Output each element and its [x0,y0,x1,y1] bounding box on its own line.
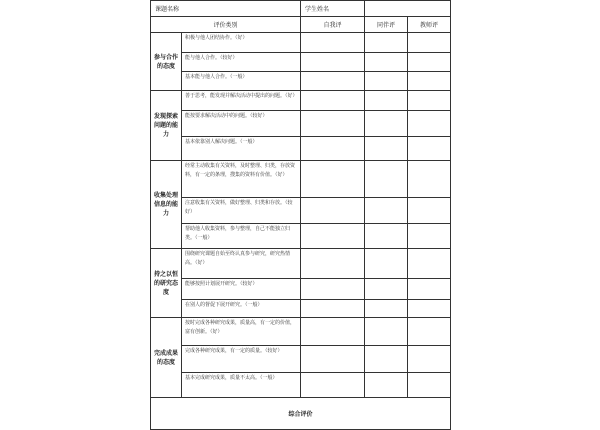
student-name-label: 学生姓名 [305,6,330,13]
teacher-eval-cell[interactable] [408,137,451,161]
teacher-eval-cell[interactable] [408,279,451,300]
self-eval-cell[interactable] [301,318,365,346]
criterion-text: 完成各种研究成果，有一定的质量。（较好） [182,346,301,373]
criterion-text: 善于思考，能发现并解决活动中提出的问题。（好） [182,91,301,111]
category-name-cell [151,161,182,249]
peer-eval-cell[interactable] [365,137,408,161]
teacher-eval-cell[interactable] [408,53,451,72]
category-column-header: 评价类别 [151,17,301,33]
self-eval-cell[interactable] [301,198,365,224]
criterion-row [151,346,451,373]
peer-eval-cell[interactable] [365,224,408,249]
student-name-cell [301,1,365,17]
teacher-eval-cell[interactable] [408,318,451,346]
self-eval-cell[interactable] [301,300,365,318]
criterion-text: 能按要求解决活动中的问题。（较好） [182,111,301,137]
criterion-row [151,318,451,346]
peer-eval-cell[interactable] [365,53,408,72]
category-name-cell [151,318,182,398]
criterion-text: 基本完成研究成果，质量不太高。（一般） [182,373,301,398]
peer-eval-cell[interactable] [365,346,408,373]
criterion-row [151,137,451,161]
criterion-row [151,161,451,198]
teacher-eval-cell[interactable] [408,373,451,398]
peer-eval-cell[interactable] [365,318,408,346]
criterion-text: 帮助他人收集资料，参与整理，自己不能独立归类。（一般） [182,224,301,249]
criterion-text: 能够按照计划展开研究。（较好） [182,279,301,300]
category-name: 完成成果的态度 [153,349,178,366]
criterion-row [151,249,451,279]
summary-row [151,398,451,430]
header-row [151,1,451,17]
peer-eval-cell[interactable] [365,300,408,318]
criterion-row [151,91,451,111]
criterion-text: 基本依靠别人解决问题。（一般） [182,137,301,161]
category-name-cell [151,91,182,161]
criterion-text: 围绕研究课题自始至终认真参与研究，研究热情高。（好） [182,249,301,279]
teacher-eval-cell[interactable] [408,33,451,53]
teacher-eval-cell[interactable] [408,249,451,279]
self-eval-cell[interactable] [301,224,365,249]
category-name: 收集处理信息的能力 [153,192,178,217]
teacher-eval-cell[interactable] [408,224,451,249]
peer-eval-cell[interactable] [365,111,408,137]
teacher-eval-cell[interactable] [408,346,451,373]
self-eval-cell[interactable] [301,137,365,161]
teacher-eval-cell[interactable] [408,91,451,111]
self-eval-cell[interactable] [301,111,365,137]
peer-eval-cell[interactable] [365,373,408,398]
teacher-eval-cell[interactable] [408,111,451,137]
criterion-row [151,53,451,72]
evaluation-table [150,0,451,430]
criterion-row [151,279,451,300]
criterion-row [151,300,451,318]
topic-name-cell [151,1,301,17]
self-eval-cell[interactable] [301,249,365,279]
category-name: 持之以恒的研究态度 [153,270,178,296]
category-name-cell [151,33,182,91]
self-eval-cell[interactable] [301,33,365,53]
criterion-text: 积极与他人团结协作。（好） [182,33,301,53]
criterion-text: 在别人的督促下展开研究。（一般） [182,300,301,318]
category-name-cell [151,249,182,318]
criterion-text: 注意收集有关资料，做好整理、归类和存放。（较好） [182,198,301,224]
category-name: 参与合作的态度 [153,53,178,70]
criterion-row [151,224,451,249]
student-name-value-cell[interactable] [365,1,451,17]
self-eval-cell[interactable] [301,161,365,198]
column-header-row [151,17,451,33]
peer-eval-cell[interactable] [365,249,408,279]
criterion-text: 按时完成各种研究成果，质量高，有一定的价值，富有创新。（好） [182,318,301,346]
self-eval-cell[interactable] [301,279,365,300]
peer-eval-cell[interactable] [365,198,408,224]
criterion-text: 经常主动收集有关资料，及时整理、归类，存放资料，有一定的条理，搜集的资料有价值。（好） [182,161,301,198]
teacher-eval-cell[interactable] [408,72,451,91]
teacher-eval-cell[interactable] [408,300,451,318]
self-eval-cell[interactable] [301,373,365,398]
criterion-row [151,72,451,91]
evaluation-sheet [150,0,450,418]
topic-name-label: 课题名称 [155,6,180,13]
criterion-row [151,33,451,53]
category-name: 发现探索问题的能力 [153,113,178,138]
criterion-text: 基本能与他人合作。（一般） [182,72,301,91]
peer-eval-cell[interactable] [365,72,408,91]
overall-evaluation-label: 综合评价 [151,398,451,430]
peer-eval-cell[interactable] [365,91,408,111]
self-eval-cell[interactable] [301,91,365,111]
criterion-text: 能与他人合作。（较好） [182,53,301,72]
teacher-eval-column-header: 教师评 [408,17,451,33]
criterion-row [151,111,451,137]
peer-eval-cell[interactable] [365,279,408,300]
peer-eval-column-header: 同伴评 [365,17,408,33]
self-eval-column-header: 自我评 [301,17,365,33]
criterion-row [151,373,451,398]
self-eval-cell[interactable] [301,72,365,91]
teacher-eval-cell[interactable] [408,198,451,224]
self-eval-cell[interactable] [301,53,365,72]
teacher-eval-cell[interactable] [408,161,451,198]
criterion-row [151,198,451,224]
peer-eval-cell[interactable] [365,161,408,198]
self-eval-cell[interactable] [301,346,365,373]
peer-eval-cell[interactable] [365,33,408,53]
